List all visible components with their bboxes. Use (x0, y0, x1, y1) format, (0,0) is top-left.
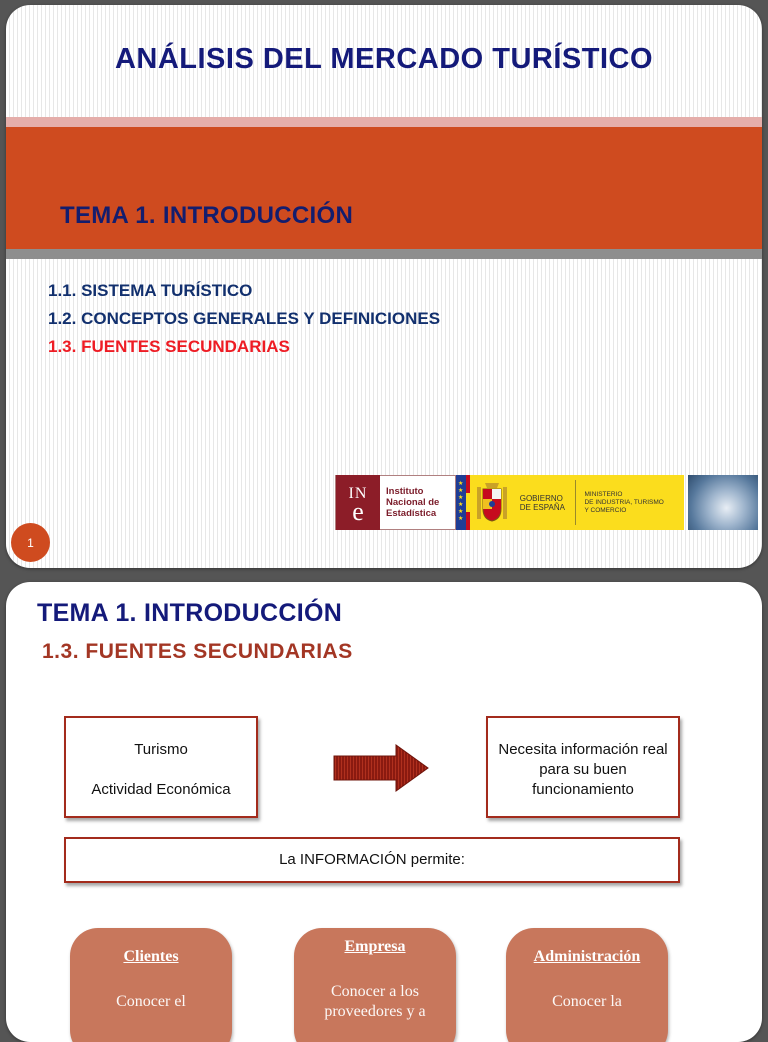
turismo-label: Turismo (134, 741, 188, 758)
card-description: Conocer a los proveedores y a (324, 983, 426, 1020)
card-clientes (70, 928, 232, 1042)
presentation-title: ANÁLISIS DEL MERCADO TURÍSTICO (114, 43, 654, 75)
informacion-box: La INFORMACIÓN permite: (64, 837, 680, 883)
agenda-item-sistema: 1.1. SISTEMA TURÍSTICO (48, 281, 253, 300)
agenda-item-conceptos: 1.2. CONCEPTOS GENERALES Y DEFINICIONES (48, 309, 441, 328)
orange-title-band (6, 127, 762, 249)
card-empresa (294, 928, 456, 1042)
card-title: Empresa (344, 938, 406, 955)
agenda-list (48, 277, 440, 361)
card-description: Conocer el (116, 993, 186, 1010)
globe-image (688, 475, 758, 530)
ine-text: Instituto Nacional de Estadística (386, 486, 440, 519)
topic-title: TEMA 1. INTRODUCCIÓN (60, 202, 354, 229)
right-arrow-icon (332, 744, 430, 792)
ine-mark: IN e (336, 475, 380, 530)
slide-2 (6, 582, 762, 1042)
card-title: Administración (533, 948, 641, 965)
eu-flag-strip: ★ ★ ★ ★ ★ ★ (456, 475, 470, 530)
card-administracion (506, 928, 668, 1042)
gray-accent-bar (6, 249, 762, 259)
gobierno-logo (456, 475, 684, 530)
card-title: Clientes (123, 948, 179, 965)
slide-subtitle: 1.3. FUENTES SECUNDARIAS (42, 640, 353, 663)
slide-title: TEMA 1. INTRODUCCIÓN (37, 599, 343, 627)
gobierno-text: GOBIERNO DE ESPAÑA (519, 493, 565, 512)
agenda-item-fuentes: 1.3. FUENTES SECUNDARIAS (48, 337, 290, 356)
ministerio-text: MINISTERIO DE INDUSTRIA, TURISMO Y COMERCIO (584, 490, 664, 514)
coat-of-arms-icon (470, 475, 514, 530)
turismo-box (64, 716, 258, 818)
institution-logos (335, 475, 758, 530)
card-description: Conocer la (552, 993, 622, 1010)
necesita-info-box: Necesita información real para su buen funcionamiento (486, 716, 680, 818)
actividad-label: Actividad Económica (91, 781, 231, 798)
ine-logo (335, 475, 456, 530)
pink-accent-bar (6, 117, 762, 127)
slide-number-badge: 1 (11, 523, 50, 562)
slide-1 (6, 5, 762, 568)
